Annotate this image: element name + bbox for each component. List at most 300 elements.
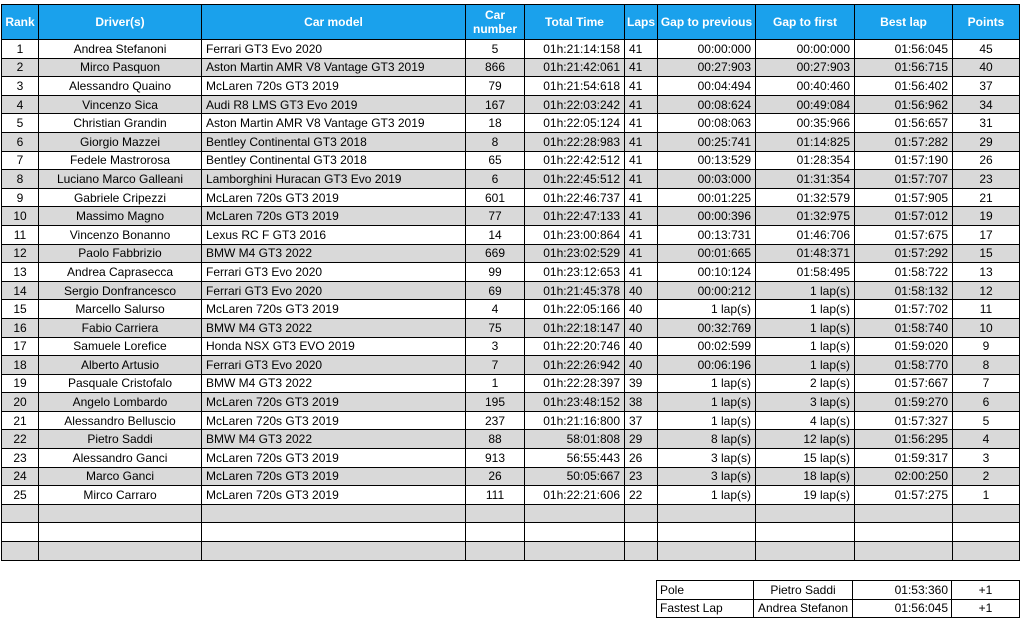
- cell-gap-previous: 00:32:769: [658, 318, 756, 337]
- cell-laps: 22: [625, 486, 658, 505]
- cell-points: 45: [953, 40, 1020, 59]
- results-table: [1, 4, 1020, 561]
- cell-best-lap: 01:59:317: [855, 449, 953, 468]
- cell-laps: 40: [625, 337, 658, 356]
- header-row: [2, 5, 1020, 40]
- cell-gap-previous: 3 lap(s): [658, 449, 756, 468]
- cell-gap-first: 1 lap(s): [756, 356, 855, 375]
- empty-cell: [953, 542, 1020, 561]
- cell-total-time: 01h:22:45:512: [525, 170, 625, 189]
- cell-rank: 20: [2, 393, 39, 412]
- cell-rank: 18: [2, 356, 39, 375]
- cell-total-time: 01h:21:42:061: [525, 58, 625, 77]
- cell-points: 1: [953, 486, 1020, 505]
- cell-rank: 14: [2, 281, 39, 300]
- cell-driver: Vincenzo Bonanno: [39, 225, 202, 244]
- cell-best-lap: 01:56:045: [855, 40, 953, 59]
- cell-car-model: Bentley Continental GT3 2018: [202, 132, 466, 151]
- table-row: [2, 207, 1020, 226]
- cell-driver: Mirco Pasquon: [39, 58, 202, 77]
- cell-best-lap: 01:57:675: [855, 225, 953, 244]
- cell-laps: 41: [625, 207, 658, 226]
- cell-car-number: 4: [466, 300, 525, 319]
- cell-total-time: 01h:22:28:397: [525, 374, 625, 393]
- cell-driver: Alberto Artusio: [39, 356, 202, 375]
- cell-gap-first: 12 lap(s): [756, 430, 855, 449]
- header-best-lap: Best lap: [855, 5, 953, 40]
- cell-driver: Paolo Fabbrizio: [39, 244, 202, 263]
- cell-driver: Samuele Lorefice: [39, 337, 202, 356]
- cell-car-number: 65: [466, 151, 525, 170]
- cell-gap-previous: 00:02:599: [658, 337, 756, 356]
- cell-total-time: 01h:21:54:618: [525, 77, 625, 96]
- cell-total-time: 01h:21:16:800: [525, 411, 625, 430]
- empty-row: [2, 523, 1020, 542]
- cell-rank: 9: [2, 188, 39, 207]
- cell-gap-first: 00:35:966: [756, 114, 855, 133]
- cell-gap-previous: 00:01:225: [658, 188, 756, 207]
- cell-gap-first: 00:27:903: [756, 58, 855, 77]
- cell-points: 29: [953, 132, 1020, 151]
- cell-rank: 13: [2, 263, 39, 282]
- cell-total-time: 58:01:808: [525, 430, 625, 449]
- table-row: [2, 467, 1020, 486]
- cell-car-number: 18: [466, 114, 525, 133]
- cell-laps: 41: [625, 263, 658, 282]
- cell-best-lap: 01:59:270: [855, 393, 953, 412]
- empty-cell: [756, 542, 855, 561]
- table-row: [2, 114, 1020, 133]
- cell-rank: 1: [2, 40, 39, 59]
- cell-car-number: 88: [466, 430, 525, 449]
- cell-car-model: Aston Martin AMR V8 Vantage GT3 2019: [202, 58, 466, 77]
- cell-gap-first: 00:00:000: [756, 40, 855, 59]
- cell-gap-previous: 00:04:494: [658, 77, 756, 96]
- cell-car-number: 195: [466, 393, 525, 412]
- empty-cell: [525, 504, 625, 523]
- cell-laps: 41: [625, 225, 658, 244]
- cell-laps: 39: [625, 374, 658, 393]
- empty-cell: [2, 542, 39, 561]
- cell-laps: 41: [625, 58, 658, 77]
- cell-points: 10: [953, 318, 1020, 337]
- cell-rank: 10: [2, 207, 39, 226]
- cell-rank: 12: [2, 244, 39, 263]
- table-row: [2, 430, 1020, 449]
- header-car-number: Car number: [466, 5, 525, 40]
- empty-cell: [625, 504, 658, 523]
- cell-best-lap: 01:56:715: [855, 58, 953, 77]
- table-row: [2, 356, 1020, 375]
- cell-rank: 6: [2, 132, 39, 151]
- empty-cell: [39, 523, 202, 542]
- cell-gap-first: 01:28:354: [756, 151, 855, 170]
- cell-points: 7: [953, 374, 1020, 393]
- cell-best-lap: 01:57:327: [855, 411, 953, 430]
- cell-total-time: 01h:22:18:147: [525, 318, 625, 337]
- cell-total-time: 01h:22:05:124: [525, 114, 625, 133]
- cell-car-number: 167: [466, 95, 525, 114]
- bonus-label: Fastest Lap: [657, 599, 754, 618]
- cell-gap-previous: 1 lap(s): [658, 374, 756, 393]
- bonus-points: +1: [952, 599, 1020, 618]
- header-drivers: Driver(s): [39, 5, 202, 40]
- cell-car-model: McLaren 720s GT3 2019: [202, 486, 466, 505]
- empty-cell: [625, 542, 658, 561]
- cell-laps: 40: [625, 356, 658, 375]
- cell-laps: 26: [625, 449, 658, 468]
- bonus-time: 01:56:045: [853, 599, 952, 618]
- empty-cell: [202, 542, 466, 561]
- cell-laps: 41: [625, 244, 658, 263]
- table-row: [2, 337, 1020, 356]
- empty-cell: [953, 523, 1020, 542]
- cell-car-number: 8: [466, 132, 525, 151]
- bonus-points: +1: [952, 581, 1020, 600]
- cell-laps: 41: [625, 188, 658, 207]
- cell-car-number: 866: [466, 58, 525, 77]
- cell-gap-first: 4 lap(s): [756, 411, 855, 430]
- cell-car-number: 7: [466, 356, 525, 375]
- cell-driver: Giorgio Mazzei: [39, 132, 202, 151]
- cell-gap-first: 1 lap(s): [756, 281, 855, 300]
- cell-laps: 41: [625, 77, 658, 96]
- cell-points: 3: [953, 449, 1020, 468]
- cell-points: 13: [953, 263, 1020, 282]
- cell-rank: 23: [2, 449, 39, 468]
- cell-laps: 41: [625, 40, 658, 59]
- header-car-model: Car model: [202, 5, 466, 40]
- cell-driver: Marco Ganci: [39, 467, 202, 486]
- cell-rank: 7: [2, 151, 39, 170]
- cell-laps: 41: [625, 132, 658, 151]
- cell-total-time: 01h:23:00:864: [525, 225, 625, 244]
- cell-gap-first: 00:49:084: [756, 95, 855, 114]
- cell-car-model: McLaren 720s GT3 2019: [202, 393, 466, 412]
- cell-best-lap: 01:56:402: [855, 77, 953, 96]
- cell-rank: 4: [2, 95, 39, 114]
- table-row: [2, 225, 1020, 244]
- empty-cell: [756, 523, 855, 542]
- cell-car-number: 913: [466, 449, 525, 468]
- table-row: [2, 411, 1020, 430]
- cell-gap-first: 1 lap(s): [756, 300, 855, 319]
- cell-gap-previous: 00:00:396: [658, 207, 756, 226]
- cell-car-model: McLaren 720s GT3 2019: [202, 207, 466, 226]
- cell-car-model: Lexus RC F GT3 2016: [202, 225, 466, 244]
- cell-gap-first: 1 lap(s): [756, 318, 855, 337]
- cell-car-number: 5: [466, 40, 525, 59]
- empty-cell: [2, 523, 39, 542]
- cell-best-lap: 01:57:275: [855, 486, 953, 505]
- cell-total-time: 50:05:667: [525, 467, 625, 486]
- cell-car-model: McLaren 720s GT3 2019: [202, 449, 466, 468]
- cell-best-lap: 01:58:132: [855, 281, 953, 300]
- cell-gap-first: 01:46:706: [756, 225, 855, 244]
- cell-points: 8: [953, 356, 1020, 375]
- cell-best-lap: 01:57:012: [855, 207, 953, 226]
- table-row: [2, 58, 1020, 77]
- cell-driver: Alessandro Belluscio: [39, 411, 202, 430]
- cell-best-lap: 01:57:707: [855, 170, 953, 189]
- cell-gap-first: 15 lap(s): [756, 449, 855, 468]
- cell-best-lap: 01:57:190: [855, 151, 953, 170]
- cell-total-time: 01h:22:21:606: [525, 486, 625, 505]
- empty-cell: [525, 523, 625, 542]
- cell-car-number: 6: [466, 170, 525, 189]
- cell-gap-previous: 00:00:000: [658, 40, 756, 59]
- cell-points: 9: [953, 337, 1020, 356]
- cell-car-model: Ferrari GT3 Evo 2020: [202, 263, 466, 282]
- table-row: [2, 170, 1020, 189]
- cell-driver: Andrea Caprasecca: [39, 263, 202, 282]
- cell-points: 17: [953, 225, 1020, 244]
- cell-driver: Gabriele Cripezzi: [39, 188, 202, 207]
- cell-car-model: Lamborghini Huracan GT3 Evo 2019: [202, 170, 466, 189]
- cell-rank: 22: [2, 430, 39, 449]
- cell-points: 34: [953, 95, 1020, 114]
- table-row: [2, 40, 1020, 59]
- cell-points: 23: [953, 170, 1020, 189]
- cell-gap-previous: 1 lap(s): [658, 411, 756, 430]
- cell-laps: 38: [625, 393, 658, 412]
- header-gap-first: Gap to first: [756, 5, 855, 40]
- cell-laps: 41: [625, 151, 658, 170]
- empty-cell: [625, 523, 658, 542]
- cell-best-lap: 02:00:250: [855, 467, 953, 486]
- cell-driver: Angelo Lombardo: [39, 393, 202, 412]
- empty-row: [2, 542, 1020, 561]
- bonus-label: Pole: [657, 581, 754, 600]
- cell-driver: Fabio Carriera: [39, 318, 202, 337]
- cell-rank: 8: [2, 170, 39, 189]
- cell-total-time: 01h:21:45:378: [525, 281, 625, 300]
- cell-total-time: 01h:22:20:746: [525, 337, 625, 356]
- empty-cell: [953, 504, 1020, 523]
- cell-car-model: Audi R8 LMS GT3 Evo 2019: [202, 95, 466, 114]
- cell-driver: Pietro Saddi: [39, 430, 202, 449]
- header-total-time: Total Time: [525, 5, 625, 40]
- empty-cell: [39, 504, 202, 523]
- empty-cell: [202, 504, 466, 523]
- cell-driver: Fedele Mastrorosa: [39, 151, 202, 170]
- cell-car-number: 26: [466, 467, 525, 486]
- cell-gap-first: 18 lap(s): [756, 467, 855, 486]
- cell-rank: 16: [2, 318, 39, 337]
- cell-best-lap: 01:57:282: [855, 132, 953, 151]
- cell-gap-previous: 00:10:124: [658, 263, 756, 282]
- empty-cell: [466, 504, 525, 523]
- cell-total-time: 01h:22:03:242: [525, 95, 625, 114]
- bonus-row-pole: [657, 581, 1020, 600]
- table-row: [2, 393, 1020, 412]
- cell-gap-previous: 00:13:731: [658, 225, 756, 244]
- cell-car-model: Honda NSX GT3 EVO 2019: [202, 337, 466, 356]
- cell-points: 37: [953, 77, 1020, 96]
- cell-car-model: Ferrari GT3 Evo 2020: [202, 356, 466, 375]
- bonus-row-fastest-lap: [657, 599, 1020, 618]
- empty-cell: [658, 542, 756, 561]
- cell-laps: 40: [625, 318, 658, 337]
- cell-gap-previous: 00:03:000: [658, 170, 756, 189]
- cell-car-number: 79: [466, 77, 525, 96]
- cell-car-number: 69: [466, 281, 525, 300]
- cell-gap-first: 01:58:495: [756, 263, 855, 282]
- cell-gap-first: 1 lap(s): [756, 337, 855, 356]
- cell-gap-previous: 1 lap(s): [658, 486, 756, 505]
- table-row: [2, 77, 1020, 96]
- empty-cell: [466, 523, 525, 542]
- cell-car-number: 77: [466, 207, 525, 226]
- bonus-table: [656, 580, 1020, 618]
- empty-cell: [658, 523, 756, 542]
- cell-points: 5: [953, 411, 1020, 430]
- cell-gap-previous: 3 lap(s): [658, 467, 756, 486]
- cell-car-model: BMW M4 GT3 2022: [202, 244, 466, 263]
- empty-cell: [466, 542, 525, 561]
- cell-points: 26: [953, 151, 1020, 170]
- cell-best-lap: 01:56:962: [855, 95, 953, 114]
- cell-car-model: BMW M4 GT3 2022: [202, 374, 466, 393]
- cell-driver: Luciano Marco Galleani: [39, 170, 202, 189]
- cell-total-time: 01h:23:02:529: [525, 244, 625, 263]
- cell-total-time: 01h:22:05:166: [525, 300, 625, 319]
- table-row: [2, 151, 1020, 170]
- cell-gap-first: 00:40:460: [756, 77, 855, 96]
- empty-row: [2, 504, 1020, 523]
- empty-cell: [855, 504, 953, 523]
- cell-laps: 37: [625, 411, 658, 430]
- cell-car-number: 75: [466, 318, 525, 337]
- cell-points: 19: [953, 207, 1020, 226]
- cell-gap-previous: 00:01:665: [658, 244, 756, 263]
- cell-laps: 41: [625, 95, 658, 114]
- cell-total-time: 01h:23:12:653: [525, 263, 625, 282]
- cell-car-model: Ferrari GT3 Evo 2020: [202, 281, 466, 300]
- cell-points: 4: [953, 430, 1020, 449]
- cell-gap-first: 01:32:975: [756, 207, 855, 226]
- cell-laps: 23: [625, 467, 658, 486]
- cell-laps: 41: [625, 114, 658, 133]
- cell-car-model: McLaren 720s GT3 2019: [202, 300, 466, 319]
- cell-total-time: 01h:22:47:133: [525, 207, 625, 226]
- table-row: [2, 188, 1020, 207]
- table-row: [2, 318, 1020, 337]
- cell-rank: 24: [2, 467, 39, 486]
- cell-car-number: 111: [466, 486, 525, 505]
- cell-car-number: 14: [466, 225, 525, 244]
- cell-gap-previous: 8 lap(s): [658, 430, 756, 449]
- cell-best-lap: 01:58:770: [855, 356, 953, 375]
- cell-rank: 5: [2, 114, 39, 133]
- cell-laps: 29: [625, 430, 658, 449]
- cell-total-time: 01h:22:42:512: [525, 151, 625, 170]
- table-row: [2, 132, 1020, 151]
- cell-car-number: 669: [466, 244, 525, 263]
- header-points: Points: [953, 5, 1020, 40]
- cell-driver: Vincenzo Sica: [39, 95, 202, 114]
- cell-rank: 3: [2, 77, 39, 96]
- cell-total-time: 01h:22:46:737: [525, 188, 625, 207]
- bonus-driver: Andrea Stefanon: [754, 599, 853, 618]
- cell-laps: 41: [625, 170, 658, 189]
- cell-points: 2: [953, 467, 1020, 486]
- table-row: [2, 244, 1020, 263]
- cell-points: 31: [953, 114, 1020, 133]
- cell-car-model: Bentley Continental GT3 2018: [202, 151, 466, 170]
- bonus-driver: Pietro Saddi: [754, 581, 853, 600]
- cell-best-lap: 01:57:702: [855, 300, 953, 319]
- cell-best-lap: 01:57:905: [855, 188, 953, 207]
- cell-gap-previous: 1 lap(s): [658, 300, 756, 319]
- cell-total-time: 56:55:443: [525, 449, 625, 468]
- cell-points: 12: [953, 281, 1020, 300]
- cell-gap-first: 19 lap(s): [756, 486, 855, 505]
- cell-total-time: 01h:22:26:942: [525, 356, 625, 375]
- cell-gap-first: 01:14:825: [756, 132, 855, 151]
- cell-best-lap: 01:57:292: [855, 244, 953, 263]
- cell-points: 21: [953, 188, 1020, 207]
- cell-best-lap: 01:57:667: [855, 374, 953, 393]
- cell-gap-previous: 00:00:212: [658, 281, 756, 300]
- table-row: [2, 300, 1020, 319]
- cell-best-lap: 01:58:722: [855, 263, 953, 282]
- cell-laps: 40: [625, 300, 658, 319]
- cell-gap-first: 3 lap(s): [756, 393, 855, 412]
- cell-gap-first: 2 lap(s): [756, 374, 855, 393]
- empty-cell: [525, 542, 625, 561]
- cell-car-model: Aston Martin AMR V8 Vantage GT3 2019: [202, 114, 466, 133]
- cell-car-model: Ferrari GT3 Evo 2020: [202, 40, 466, 59]
- cell-rank: 2: [2, 58, 39, 77]
- header-laps: Laps: [625, 5, 658, 40]
- cell-rank: 19: [2, 374, 39, 393]
- header-gap-previous: Gap to previous: [658, 5, 756, 40]
- cell-car-model: McLaren 720s GT3 2019: [202, 77, 466, 96]
- cell-gap-previous: 00:08:624: [658, 95, 756, 114]
- table-row: [2, 374, 1020, 393]
- cell-driver: Marcello Salurso: [39, 300, 202, 319]
- cell-gap-previous: 00:06:196: [658, 356, 756, 375]
- empty-cell: [2, 504, 39, 523]
- cell-car-model: BMW M4 GT3 2022: [202, 318, 466, 337]
- cell-car-number: 1: [466, 374, 525, 393]
- bonus-time: 01:53:360: [853, 581, 952, 600]
- cell-best-lap: 01:59:020: [855, 337, 953, 356]
- table-row: [2, 449, 1020, 468]
- cell-car-number: 237: [466, 411, 525, 430]
- cell-driver: Alessandro Quaino: [39, 77, 202, 96]
- empty-cell: [658, 504, 756, 523]
- table-row: [2, 263, 1020, 282]
- cell-total-time: 01h:23:48:152: [525, 393, 625, 412]
- cell-rank: 15: [2, 300, 39, 319]
- cell-rank: 21: [2, 411, 39, 430]
- table-row: [2, 486, 1020, 505]
- cell-points: 15: [953, 244, 1020, 263]
- cell-points: 40: [953, 58, 1020, 77]
- cell-gap-previous: 00:13:529: [658, 151, 756, 170]
- cell-total-time: 01h:22:28:983: [525, 132, 625, 151]
- cell-driver: Alessandro Ganci: [39, 449, 202, 468]
- cell-driver: Sergio Donfrancesco: [39, 281, 202, 300]
- empty-cell: [756, 504, 855, 523]
- cell-best-lap: 01:58:740: [855, 318, 953, 337]
- cell-gap-first: 01:32:579: [756, 188, 855, 207]
- cell-car-model: McLaren 720s GT3 2019: [202, 467, 466, 486]
- cell-car-number: 601: [466, 188, 525, 207]
- empty-cell: [855, 523, 953, 542]
